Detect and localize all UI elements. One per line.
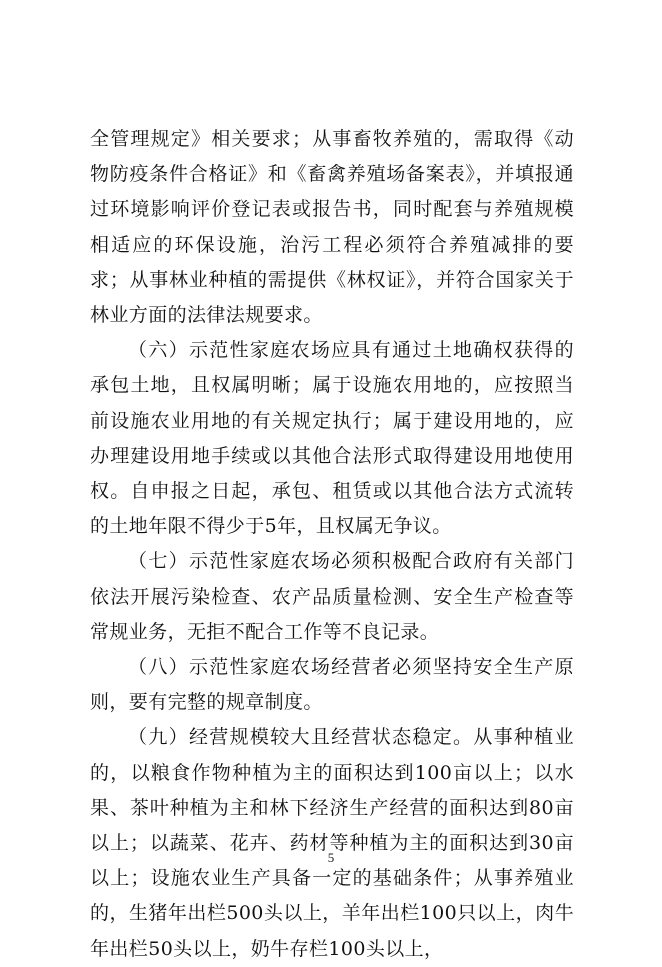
paragraph-item-nine: （九）经营规模较大且经营状态稳定。从事种植业的，以粮食作物种植为主的面积达到100亩以上；以水果、茶叶种植为主和林下经济生产经营的面积达到80亩以上；以蔬菜、花卉、药材等种植为主的面积达到30亩以上；设施农业生产具备一定的基础条件；从事养殖业的，生猪年出栏500头以上，羊年出栏100只以上，肉牛年出栏50头以上，奶牛存栏100头以上， xyxy=(90,726,574,960)
document-body xyxy=(90,122,574,967)
paragraph-item-six: （六）示范性家庭农场应具有通过土地确权获得的承包土地，且权属明晰；属于设施农用地的，应按照当前设施农业用地的有关规定执行；属于建设用地的，应办理建设用地手续或以其他合法形式取得建设用地使用权。自申报之日起，承包、租赁或以其他合法方式流转的土地年限不得少于5年，且权属无争议。 xyxy=(90,339,574,538)
paragraph-item-seven: （七）示范性家庭农场必须积极配合政府有关部门依法开展污染检查、农产品质量检测、安全生产检查等常规业务，无拒不配合工作等不良记录。 xyxy=(90,550,574,643)
page-number: 5 xyxy=(327,850,335,865)
paragraph-item-eight: （八）示范性家庭农场经营者必须坚持安全生产原则，要有完整的规章制度。 xyxy=(90,656,574,714)
paragraph-continued: 全管理规定》相关要求；从事畜牧养殖的，需取得《动物防疫条件合格证》和《畜禽养殖场备案表》，并填报通过环境影响评价登记表或报告书，同时配套与养殖规模相适应的环保设施，治污工程必须符合养殖减排的要求；从事林业种植的需提供《林权证》，并符合国家关于林业方面的法律法规要求。 xyxy=(90,128,574,327)
